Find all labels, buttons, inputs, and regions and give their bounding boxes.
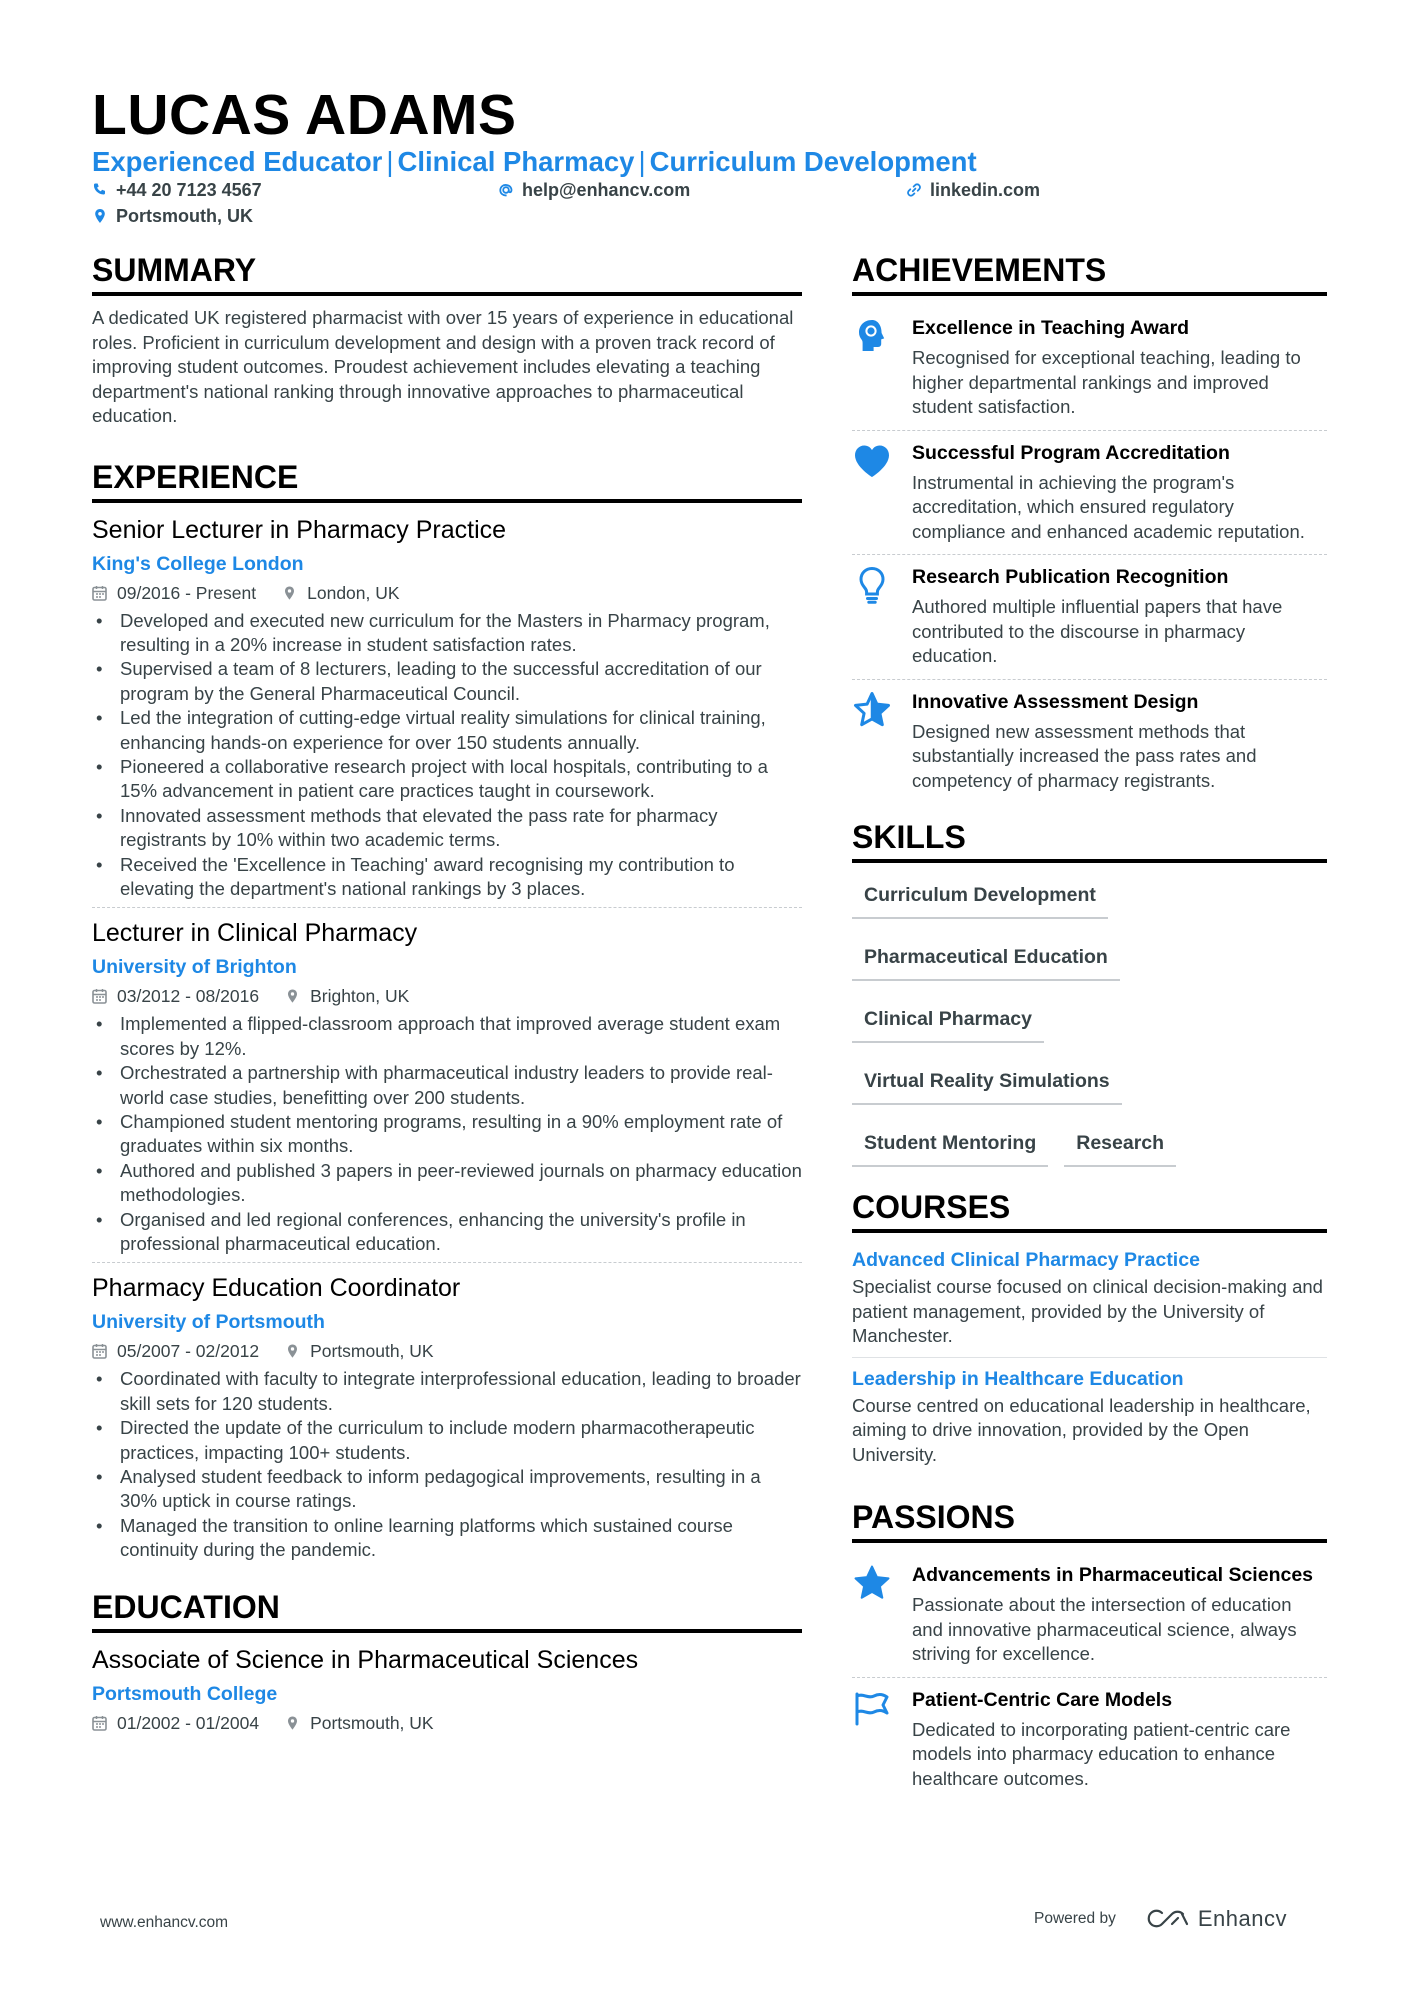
- education-location: Portsmouth, UK: [285, 1709, 434, 1737]
- contact-linkedin[interactable]: [906, 178, 1040, 202]
- job-title: Pharmacy Education Coordinator: [92, 1274, 461, 1303]
- job-entry: [92, 907, 802, 1262]
- job-location: Portsmouth, UK: [285, 1337, 434, 1365]
- star-icon: [852, 1563, 892, 1603]
- skill-tag: Pharmaceutical Education: [852, 935, 1120, 981]
- summary-section: [92, 250, 802, 429]
- achievement-desc: Recognised for exceptional teaching, leading to higher departmental rankings and improved student satisfaction.: [912, 347, 1301, 417]
- course-item: [852, 1243, 1327, 1357]
- location-pin-icon: [285, 1343, 300, 1359]
- list-item: • Orchestrated a partnership with pharmaceutical industry leaders to provide real-world case studies, benefitting over 200 students.: [92, 1061, 802, 1110]
- email-text: help@enhancv.com: [522, 180, 691, 200]
- list-item: • Implemented a flipped-classroom approach that improved average student exam scores by 12%.: [92, 1012, 802, 1061]
- passions-section: [852, 1497, 1327, 1801]
- education-dates: 01/2002 - 01/2004: [92, 1709, 259, 1737]
- education-section: [92, 1587, 802, 1743]
- list-item: • Authored and published 3 papers in peer-reviewed journals on pharmacy education methodologies.: [92, 1159, 802, 1208]
- footer-website[interactable]: www.enhancv.com: [100, 1914, 229, 1931]
- passion-item: [852, 1677, 1327, 1802]
- powered-by-label: Powered by: [1034, 1910, 1116, 1927]
- list-item: • Directed the update of the curriculum to include modern pharmacotherapeutic practices, impacting 100+ students.: [92, 1416, 802, 1465]
- job-title: Lecturer in Clinical Pharmacy: [92, 919, 418, 948]
- star-outline-icon: [852, 690, 892, 730]
- school-name: Portsmouth College: [92, 1682, 278, 1705]
- summary-text: A dedicated UK registered pharmacist with over 15 years of experience in educational roles. Proficient in curriculum development and design with a proven track record of improving student outcomes. Proudest achievement includes elevating a teaching department's national ranking through innovative approaches to pharmaceutical education.: [92, 307, 794, 426]
- section-heading: SKILLS: [852, 817, 1327, 863]
- job-entry: [92, 1262, 802, 1568]
- degree-title: Associate of Science in Pharmaceutical Sciences: [92, 1645, 639, 1674]
- achievement-title: Innovative Assessment Design: [912, 690, 1199, 713]
- course-title: Leadership in Healthcare Education: [852, 1367, 1184, 1390]
- section-heading: COURSES: [852, 1187, 1327, 1233]
- headline-title: Curriculum Development: [649, 146, 977, 177]
- brand-name: Enhancv: [1197, 1906, 1287, 1931]
- skill-tag: Clinical Pharmacy: [852, 997, 1044, 1043]
- skills-list: [852, 873, 1327, 1183]
- achievement-item: [852, 430, 1327, 555]
- skill-tag: Student Mentoring: [852, 1121, 1048, 1167]
- achievement-item: [852, 679, 1327, 804]
- at-icon: [498, 182, 514, 198]
- footer-powered-by: [1034, 1906, 1287, 1932]
- list-item: • Supervised a team of 8 lecturers, leading to the successful accreditation of our program by the General Pharmaceutical Council.: [92, 657, 802, 706]
- heart-icon: [852, 441, 892, 481]
- phone-icon: [92, 182, 108, 198]
- section-heading: EXPERIENCE: [92, 457, 802, 503]
- job-bullets: [92, 609, 802, 902]
- left-column: [92, 250, 802, 1743]
- list-item: • Managed the transition to online learning platforms which sustained course continuity during the pandemic.: [92, 1514, 802, 1563]
- section-heading: PASSIONS: [852, 1497, 1327, 1543]
- list-item: • Coordinated with faculty to integrate interprofessional education, leading to broader skill sets for 120 students.: [92, 1367, 802, 1416]
- headline-separator: |: [638, 146, 646, 177]
- education-meta: [92, 1709, 802, 1737]
- skill-tag: Virtual Reality Simulations: [852, 1059, 1122, 1105]
- course-title: Advanced Clinical Pharmacy Practice: [852, 1249, 1200, 1271]
- location-pin-icon: [285, 988, 300, 1004]
- job-organization: King's College London: [92, 552, 304, 575]
- achievement-title: Excellence in Teaching Award: [912, 317, 1190, 339]
- linkedin-text: linkedin.com: [930, 180, 1041, 200]
- section-heading: ACHIEVEMENTS: [852, 250, 1327, 296]
- achievement-item: [852, 306, 1327, 430]
- headline-title: Clinical Pharmacy: [397, 146, 635, 177]
- candidate-name: LUCAS ADAMS: [92, 83, 517, 147]
- list-item: • Innovated assessment methods that elevated the pass rate for pharmacy registrants by 10% within two academic terms.: [92, 804, 802, 853]
- location-pin-icon: [92, 208, 108, 224]
- list-item: • Developed and executed new curriculum for the Masters in Pharmacy program, resulting in a 20% increase in student satisfaction rates.: [92, 609, 802, 658]
- head-icon: [852, 316, 892, 356]
- list-item: • Pioneered a collaborative research project with local hospitals, contributing to a 15% advancement in patient care practices taught in coursework.: [92, 755, 802, 804]
- section-heading: SUMMARY: [92, 250, 802, 296]
- headline-title: Experienced Educator: [92, 146, 383, 177]
- contact-email[interactable]: [498, 178, 690, 202]
- job-location: London, UK: [282, 579, 399, 607]
- contact-location: [92, 204, 253, 228]
- calendar-icon: [92, 1715, 107, 1731]
- right-column: [852, 250, 1327, 1801]
- calendar-icon: [92, 988, 107, 1004]
- list-item: • Organised and led regional conferences, enhancing the university's profile in professional pharmaceutical education.: [92, 1208, 802, 1257]
- job-bullets: [92, 1012, 802, 1256]
- link-icon: [906, 182, 922, 198]
- location-pin-icon: [285, 1715, 300, 1731]
- enhancv-logo-icon: [1144, 1907, 1190, 1931]
- passion-desc: Dedicated to incorporating patient-centric care models into pharmacy education to enhance healthcare outcomes.: [912, 1718, 1291, 1789]
- job-location: Brighton, UK: [285, 982, 409, 1010]
- job-meta: [92, 982, 802, 1010]
- passion-title: Patient-Centric Care Models: [912, 1688, 1173, 1711]
- enhancv-logo[interactable]: [1144, 1906, 1287, 1932]
- location-text: Portsmouth, UK: [116, 206, 253, 226]
- job-meta: [92, 579, 802, 607]
- passion-item: [852, 1553, 1327, 1677]
- flag-icon: [852, 1688, 892, 1728]
- achievement-desc: Authored multiple influential papers that have contributed to the discourse in pharmacy education.: [912, 596, 1283, 666]
- list-item: • Received the 'Excellence in Teaching' award recognising my contribution to elevating the department's national rankings by 3 places.: [92, 853, 802, 902]
- skill-tag: Research: [1064, 1121, 1176, 1167]
- skill-tag: Curriculum Development: [852, 873, 1108, 919]
- achievement-item: [852, 554, 1327, 679]
- job-entry: [92, 513, 802, 908]
- passion-title: Advancements in Pharmaceutical Sciences: [912, 1564, 1314, 1586]
- headline-separator: |: [386, 146, 394, 177]
- lightbulb-icon: [852, 565, 892, 605]
- job-title: Senior Lecturer in Pharmacy Practice: [92, 515, 507, 544]
- course-desc: Course centred on educational leadership in healthcare, aiming to drive innovation, provided by the Open University.: [852, 1394, 1311, 1465]
- achievement-desc: Designed new assessment methods that substantially increased the pass rates and competency of pharmacy registrants.: [912, 720, 1257, 791]
- achievement-title: Successful Program Accreditation: [912, 441, 1230, 464]
- course-item: [852, 1357, 1327, 1476]
- list-item: • Analysed student feedback to inform pedagogical improvements, resulting in a 30% uptick in course ratings.: [92, 1465, 802, 1514]
- experience-section: [92, 457, 802, 1569]
- calendar-icon: [92, 1343, 107, 1359]
- job-dates: 03/2012 - 08/2016: [92, 982, 259, 1010]
- job-organization: University of Brighton: [92, 956, 297, 979]
- job-organization: University of Portsmouth: [92, 1311, 325, 1334]
- headline: [92, 142, 977, 182]
- list-item: • Championed student mentoring programs, resulting in a 90% employment rate of graduates within six months.: [92, 1110, 802, 1159]
- course-desc: Specialist course focused on clinical decision-making and patient management, provided by the University of Manchester.: [852, 1276, 1323, 1346]
- phone-text: +44 20 7123 4567: [116, 180, 262, 200]
- passion-desc: Passionate about the intersection of education and innovative pharmaceutical science, always striving for excellence.: [912, 1594, 1297, 1664]
- courses-section: [852, 1187, 1327, 1475]
- job-bullets: [92, 1367, 802, 1562]
- location-pin-icon: [282, 585, 297, 601]
- calendar-icon: [92, 585, 107, 601]
- list-item: • Led the integration of cutting-edge virtual reality simulations for clinical training, enhancing hands-on experience for over 150 students annually.: [92, 706, 802, 755]
- achievement-title: Research Publication Recognition: [912, 566, 1229, 588]
- job-dates: 05/2007 - 02/2012: [92, 1337, 259, 1365]
- job-meta: [92, 1337, 802, 1365]
- achievement-desc: Instrumental in achieving the program's accreditation, which ensured regulatory compliance and enhanced academic reputation.: [912, 471, 1305, 542]
- job-dates: 09/2016 - Present: [92, 579, 256, 607]
- education-entry: [92, 1643, 802, 1743]
- section-heading: EDUCATION: [92, 1587, 802, 1633]
- achievements-section: [852, 250, 1327, 803]
- skills-section: [852, 817, 1327, 1183]
- contact-phone[interactable]: [92, 178, 262, 202]
